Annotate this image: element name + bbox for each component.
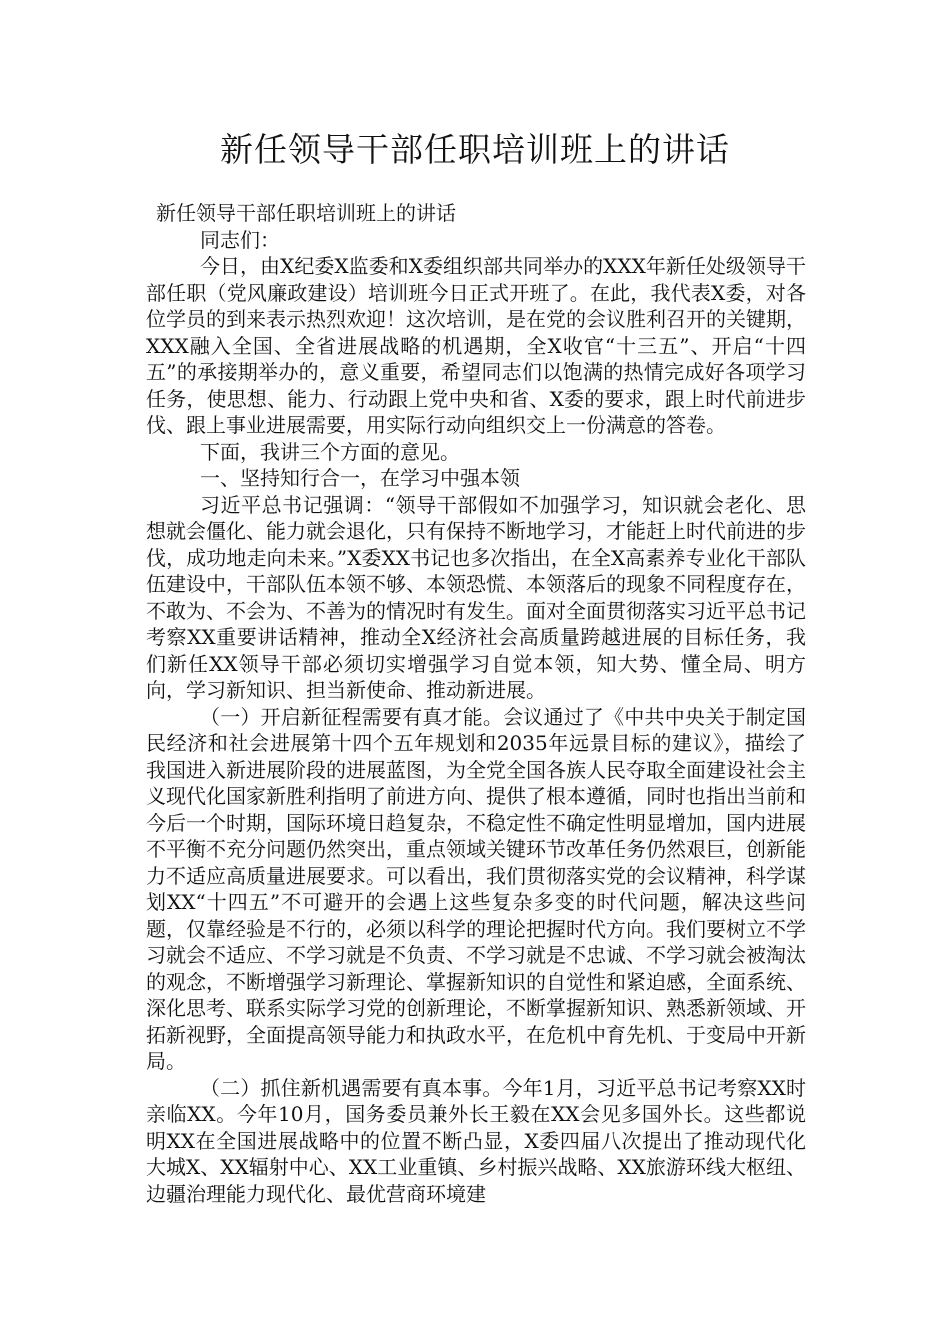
paragraph-opening: 今日，由X纪委X监委和X委组织部共同举办的XXX年新任处级领导干部任职（党风廉政建设）培训班今日正式开班了。在此，我代表X委，对各位学员的到来表示热烈欢迎！这次培训，是在党的会议胜利召开的关键期，XXX融入全国、全省进展战略的机遇期，全X收官“十三五”、开启“十四五”的承接期举办的，意义重要，希望同志们以饱满的热情完成好各项学习任务，使思想、能力、行动跟上党中央和省、X委的要求，跟上时代前进步伐、跟上事业进展需要，用实际行动向组织交上一份满意的答卷。 (146, 254, 806, 437)
paragraph-outline: 下面，我讲三个方面的意见。 (200, 439, 460, 464)
paragraph-section-1-intro: 习近平总书记强调：“领导干部假如不加强学习，知识就会老化、思想就会僵化、能力就会退化，只有保持不断地学习，才能赶上时代前进的步伐，成功地走向未来。”X委XX书记也多次指出，在全X高素养专业化干部队伍建设中，干部队伍本领不够、本领恐慌、本领落后的现象不同程度存在，不敢为、不会为、不善为的情况时有发生。面对全面贯彻落实习近平总书记考察XX重要讲话精神，推动全X经济社会高质量跨越进展的目标任务，我们新任XX领导干部必须切实增强学习自觉本领，知大势、懂全局、明方向，学习新知识、担当新使命、推动新进展。 (146, 492, 806, 702)
paragraph-subsection-2: （二）抓住新机遇需要有真本事。今年1月，习近平总书记考察XX时亲临XX。今年10月，国务委员兼外长王毅在XX会见多国外长。这些都说明XX在全国进展战略中的位置不断凸显，X委四届八次提出了推动现代化大城X、XX辐射中心、XX工业重镇、乡村振兴战略、XX旅游环线大枢纽、边疆治理能力现代化、最优营商环境建 (146, 1075, 806, 1206)
salutation: 同志们： (200, 227, 280, 252)
document-title: 新任领导干部任职培训班上的讲话 (220, 130, 730, 169)
section-heading-1: 一、坚持知行合一，在学习中强本领 (200, 466, 520, 490)
paragraph-subsection-1: （一）开启新征程需要有真才能。会议通过了《中共中央关于制定国民经济和社会进展第十四个五年规划和2035年远景目标的建议》，描绘了我国进入新进展阶段的进展蓝图，为全党全国各族人民夺取全面建设社会主义现代化国家新胜利指明了前进方向、提供了根本遵循，同时也指出当前和今后一个时期，国际环境日趋复杂，不稳定性不确定性明显增加，国内进展不平衡不充分问题仍然突出，重点领域关键环节改革任务仍然艰巨，创新能力不适应高质量进展要求。可以看出，我们贯彻落实党的会议精神，科学谋划XX“十四五”不可避开的会遇上这些复杂多变的时代问题，解决这些问题，仅靠经验是不行的，必须以科学的理论把握时代方向。我们要树立不学习就会不适应、不学习就是不负责、不学习就是不忠诚、不学习就会被淘汰的观念，不断增强学习新理论、掌握新知识的自觉性和紧迫感，全面系统、深化思考、联系实际学习党的创新理论，不断掌握新知识、熟悉新领域、开拓新视野，全面提高领导能力和执政水平，在危机中育先机、于变局中开新局。 (146, 704, 806, 1073)
document-subtitle: 新任领导干部任职培训班上的讲话 (156, 201, 456, 225)
document-body (146, 200, 806, 1207)
